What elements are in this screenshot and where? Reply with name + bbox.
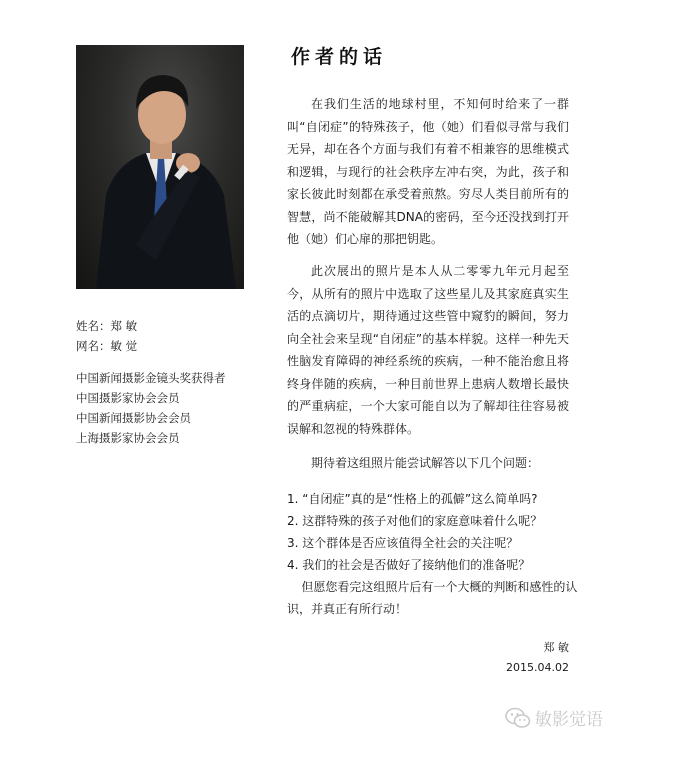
page-title: 作者的话: [291, 46, 388, 68]
signature-block: [506, 638, 569, 678]
credential-item: 中国新闻摄影协会会员: [76, 411, 191, 425]
question-item: 2. 这群特殊的孩子对他们的家庭意味着什么呢？: [287, 514, 543, 528]
question-list: [287, 488, 579, 620]
author-alias: 网名：敏 觉: [76, 339, 138, 353]
paragraph-2-block: [287, 260, 569, 440]
paragraph: 此次展出的照片是本人从二零零九年元月起至今，从所有的照片中选取了这些星儿及其家庭真实生活的点滴切片，期待通过这些管中窥豹的瞬间，努力向全社会来呈现“自闭症”的基本样貌。这样一种先天性脑发育障碍的神经系统的疾病，一种不能治愈且将终身伴随的疾病，一种目前世界上患病人数增长最快的严重病症，一个大家可能自以为了解却往往容易被误解和忽视的特殊群体。: [287, 264, 569, 436]
question-item: 1. “自闭症”真的是“性格上的孤僻”这么简单吗?: [287, 492, 538, 506]
question-item: 3. 这个群体是否应该值得全社会的关注呢？: [287, 536, 519, 550]
credential-item: 中国摄影家协会会员: [76, 391, 180, 405]
question-item: 4. 我们的社会是否做好了接纳他们的准备呢？: [287, 558, 531, 572]
author-name: 姓名：郑 敏: [76, 319, 138, 333]
wechat-icon: [505, 707, 531, 729]
watermark: [505, 705, 603, 730]
author-portrait: [76, 45, 244, 289]
paragraph: 期待着这组照片能尝试解答以下几个问题：: [311, 456, 540, 470]
portrait-illustration: [76, 45, 244, 289]
paragraph-3-block: [287, 452, 569, 475]
signature-name: 郑 敏: [543, 641, 569, 654]
watermark-text: 敏影觉语: [535, 710, 603, 730]
paragraph-1-block: [287, 93, 569, 251]
credential-item: 中国新闻摄影金镜头奖获得者: [76, 371, 226, 385]
credential-item: 上海摄影家协会会员: [76, 431, 180, 445]
author-info: [76, 316, 226, 448]
paragraph: 在我们生活的地球村里，不知何时给来了一群叫“自闭症”的特殊孩子，他（她）们看似寻常与我们无异，却在各个方面与我们有着不相兼容的思维模式和逻辑，与现行的社会秩序左冲右突，为此，孩子和家长彼此时刻都在承受着煎熬。穷尽人类目前所有的智慧，尚不能破解其DNA的密码，至今还没找到打开他（她）们心扉的那把钥匙。: [287, 97, 569, 246]
closing-paragraph: 但愿您看完这组照片后有一个大概的判断和感性的认识，并真正有所行动！: [287, 580, 578, 616]
signature-date: 2015.04.02: [506, 661, 569, 674]
